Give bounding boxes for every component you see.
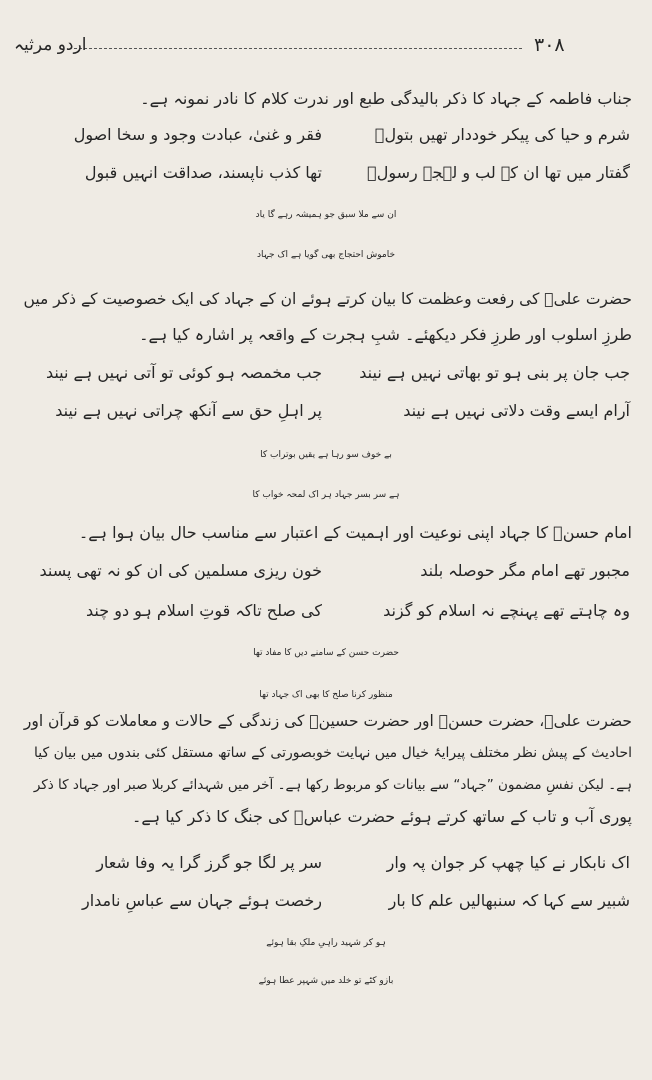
verse-center-line: منظور کرنا صلح کا بھی اک جہاد تھا	[259, 690, 393, 700]
verse-misra-right: آرام ایسے وقت دلاتی نہیں ہے نیند	[403, 401, 630, 420]
verse-center-line: خاموش احتجاج بھی گویا ہے اک جہاد	[256, 250, 396, 260]
intro-line: ہے۔ لیکن نفسِ مضمون ”جہاد“ سے بیانات کو مربوط رکھا ہے۔ آخر میں شہدائے کربلا صبر اور جہاد کا ذکر	[33, 777, 632, 793]
verse-misra-right: شبیر سے کہا کہ سنبھالیں علم کا بار	[388, 891, 630, 910]
intro-line: حضرت علیؑ، حضرت حسنؑ اور حضرت حسینؑ کی زندگی کے حالات و معاملات کو قرآن اور	[23, 712, 632, 730]
verse-center-line: ان سے ملا سبق جو ہمیشہ رہے گا یاد	[255, 210, 397, 220]
verse-misra-left: سر پر لگا جو گرز گرا یہ وفا شعار	[96, 853, 322, 872]
verse-misra-right: اک نابکار نے کیا چھپ کر جوان پہ وار	[386, 853, 630, 872]
verse-misra-left: رخصت ہوئے جہان سے عباسِ نامدار	[81, 891, 322, 910]
intro-line: پوری آب و تاب کے ساتھ کرتے ہوئے حضرت عباسؑ کی جنگ کا ذکر کیا ہے۔	[132, 807, 632, 826]
intro-line: امام حسنؑ کا جہاد اپنی نوعیت اور اہمیت کے اعتبار سے مناسب حال بیان ہوا ہے۔	[78, 523, 632, 542]
verse-misra-left: تھا کذب ناپسند، صداقت انہیں قبول	[84, 163, 322, 182]
page-number: ۳۰۸	[534, 34, 565, 56]
verse-center-line: ہو کر شہید راہیِ ملکِ بقا ہوئے	[266, 938, 386, 948]
header-rule	[74, 48, 522, 49]
running-title: اردو مرثیہ	[14, 35, 87, 55]
verse-misra-right: جب جان پر بنی ہو تو بھاتی نہیں ہے نیند	[359, 363, 630, 382]
verse-center-line: حضرت حسن کے سامنے دیں کا مفاد تھا	[253, 648, 399, 658]
verse-center-line: ہے سر بسر جہاد ہر اک لمحہ خواب کا	[252, 490, 400, 500]
intro-line: جناب فاطمہ کے جہاد کا ذکر بالیدگی طبع اور ندرت کلام کا نادر نمونہ ہے۔	[140, 89, 632, 108]
verse-misra-right: شرم و حیا کی پیکر خوددار تھیں بتولؑ	[374, 125, 630, 144]
verse-misra-right: مجبور تھے امام مگر حوصلہ بلند	[420, 561, 630, 580]
verse-center-line: بازو کٹے تو خلد میں شہپر عطا ہوئے	[258, 976, 394, 986]
intro-line: احادیث کے پیش نظر مختلف پیرایۂ خیال میں نہایت خوبصورتی کے ساتھ مستقل کئی بندوں میں بیان کیا	[34, 745, 632, 761]
verse-center-line: بے خوف سو رہا ہے یقیں بوتراب کا	[260, 450, 392, 460]
verse-misra-left: پر اہلِ حق سے آنکھ چراتی نہیں ہے نیند	[55, 401, 322, 420]
verse-misra-left: کی صلح تاکہ قوتِ اسلام ہو دو چند	[86, 601, 322, 620]
verse-misra-right: وہ چاہتے تھے پہنچے نہ اسلام کو گزند	[383, 601, 630, 620]
verse-misra-left: خون ریزی مسلمین کی ان کو نہ تھی پسند	[39, 561, 322, 580]
verse-misra-left: فقر و غنیٰ، عبادت وجود و سخا اصول	[73, 125, 322, 144]
intro-line: حضرت علیؑ کی رفعت وعظمت کا بیان کرتے ہوئے ان کے جہاد کی ایک خصوصیت کے ذکر میں	[23, 290, 632, 308]
intro-line: طرزِ اسلوب اور طرزِ فکر دیکھئے۔ شبِ ہجرت کے واقعہ پر اشارہ کیا ہے۔	[139, 325, 632, 344]
page-header	[14, 30, 630, 60]
verse-misra-right: گفتار میں تھا ان کے لب و لہجۂ رسولؐ	[367, 163, 630, 182]
verse-misra-left: جب مخمصہ ہو کوئی تو آتی نہیں ہے نیند	[45, 363, 322, 382]
